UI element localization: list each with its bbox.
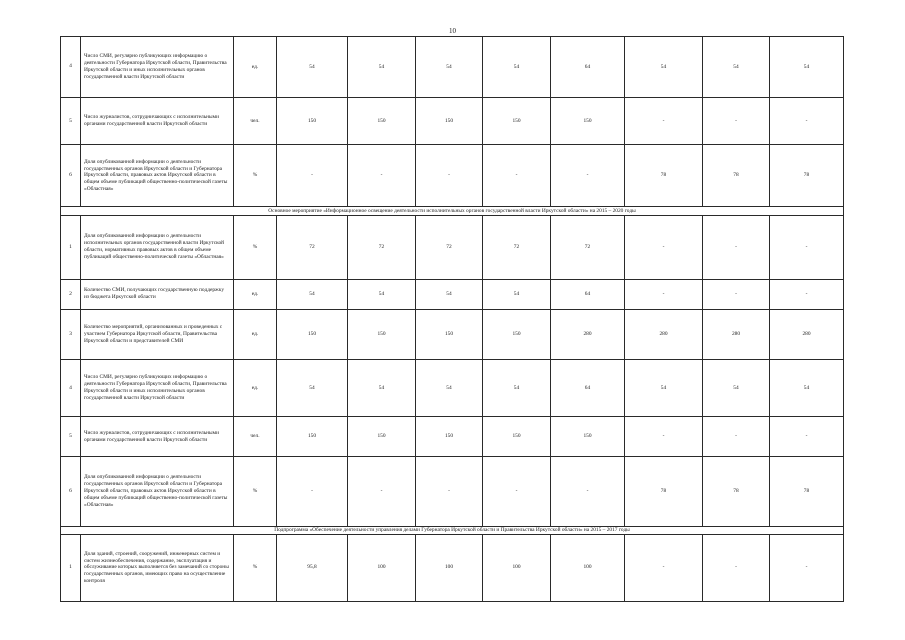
indicator-name: Количество мероприятий, организованных и проведенных с участием Губернатора Иркутской области, Правительства Иркутской области и представителей СМИ [81, 309, 234, 360]
value-cell: 100 [416, 534, 483, 601]
row-number: 4 [61, 37, 81, 98]
value-cell: 150 [277, 417, 348, 457]
value-cell: 54 [348, 360, 416, 417]
unit-cell: % [234, 534, 277, 601]
table-row [61, 309, 844, 360]
indicator-name: Доля опубликованной информации о деятельности государственных органов Иркутской области и Губернатора Иркутской области, правовых актов Иркутской области в общем объеме публикаций общественно-политической газеты «Областная» [81, 145, 234, 207]
value-cell: - [277, 145, 348, 207]
value-cell: 54 [770, 37, 844, 98]
unit-cell: ед. [234, 279, 277, 309]
row-number: 2 [61, 279, 81, 309]
value-cell: - [770, 534, 844, 601]
value-cell: - [703, 279, 770, 309]
value-cell: 150 [551, 417, 625, 457]
value-cell: 54 [277, 360, 348, 417]
row-number: 6 [61, 145, 81, 207]
value-cell: - [277, 457, 348, 526]
indicator-name: Число СМИ, регулярно публикующих информацию о деятельности Губернатора Иркутской области, Правительства Иркутской области и иных исполнительных органов государственной власти Иркутской области [81, 37, 234, 98]
indicator-name: Доля опубликованной информации о деятельности государственных органов Иркутской области и Губернатора Иркутской области, правовых актов Иркутской области в общем объеме публикаций общественно-политической газеты «Областная» [81, 457, 234, 526]
value-cell: 100 [483, 534, 551, 601]
unit-cell: чел. [234, 417, 277, 457]
value-cell: - [625, 279, 703, 309]
value-cell: 72 [416, 215, 483, 279]
value-cell: - [625, 417, 703, 457]
section-title: Основное мероприятие «Информационное освещение деятельности исполнительных органов государственной власти Иркутской области» на 2015 – 2020 годы [61, 207, 844, 215]
row-number: 4 [61, 360, 81, 417]
value-cell: - [770, 97, 844, 145]
value-cell: 100 [348, 534, 416, 601]
value-cell: 54 [416, 279, 483, 309]
value-cell: 54 [277, 37, 348, 98]
value-cell: 78 [703, 457, 770, 526]
unit-cell: ед. [234, 360, 277, 417]
value-cell: 280 [703, 309, 770, 360]
table-row [61, 145, 844, 207]
value-cell: 150 [416, 309, 483, 360]
unit-cell: % [234, 145, 277, 207]
value-cell: - [625, 534, 703, 601]
page-number: 10 [449, 27, 456, 35]
value-cell: - [770, 215, 844, 279]
indicators-table [60, 36, 844, 602]
value-cell: - [625, 215, 703, 279]
value-cell: 78 [770, 145, 844, 207]
indicator-name: Число журналистов, сотрудничающих с исполнительными органами государственной власти Иркутской области [81, 97, 234, 145]
unit-cell: чел. [234, 97, 277, 145]
value-cell: - [625, 97, 703, 145]
value-cell: 150 [348, 97, 416, 145]
indicator-name: Число СМИ, регулярно публикующих информацию о деятельности Губернатора Иркутской области, Правительства Иркутской области и иных исполнительных органов государственной власти Иркутской области [81, 360, 234, 417]
value-cell: 280 [770, 309, 844, 360]
value-cell: - [416, 457, 483, 526]
value-cell: - [551, 145, 625, 207]
row-number: 5 [61, 97, 81, 145]
row-number: 3 [61, 309, 81, 360]
value-cell: - [703, 534, 770, 601]
value-cell: 78 [625, 145, 703, 207]
value-cell: 95,8 [277, 534, 348, 601]
value-cell: 54 [703, 37, 770, 98]
value-cell: 150 [483, 97, 551, 145]
value-cell: - [483, 145, 551, 207]
indicator-name: Доля зданий, строений, сооружений, инженерных систем и систем жизнеобеспечения, содержание, эксплуатация и обслуживание которых выполняется без замечаний со стороны государственных органов, имеющих право на осуществление контроля [81, 534, 234, 601]
value-cell: - [703, 215, 770, 279]
value-cell: 78 [703, 145, 770, 207]
value-cell: 72 [348, 215, 416, 279]
value-cell: 54 [277, 279, 348, 309]
value-cell: 54 [483, 360, 551, 417]
value-cell: 150 [277, 97, 348, 145]
section-row [61, 526, 844, 534]
value-cell: 54 [483, 37, 551, 98]
row-number: 1 [61, 215, 81, 279]
value-cell: - [348, 457, 416, 526]
table-row [61, 37, 844, 98]
indicator-name: Количество СМИ, получающих государственную поддержку из бюджета Иркутской области [81, 279, 234, 309]
value-cell: - [703, 97, 770, 145]
row-number: 1 [61, 534, 81, 601]
value-cell: 150 [277, 309, 348, 360]
value-cell: 72 [483, 215, 551, 279]
value-cell: - [483, 457, 551, 526]
unit-cell: % [234, 457, 277, 526]
table-row [61, 279, 844, 309]
unit-cell: ед. [234, 37, 277, 98]
table-row [61, 97, 844, 145]
indicator-name: Доля опубликованной информации о деятельности исполнительных органов государственной власти Иркутской области, нормативных правовых актов в общем объеме публикаций общественно-политической газеты «Областная» [81, 215, 234, 279]
section-title: Подпрограмма «Обеспечение деятельности управления делами Губернатора Иркутской области и Правительства Иркутской области» на 2015 – 2017 годы [61, 526, 844, 534]
value-cell: 100 [551, 534, 625, 601]
value-cell: 54 [348, 37, 416, 98]
value-cell: - [770, 279, 844, 309]
value-cell: 64 [551, 360, 625, 417]
value-cell: - [551, 457, 625, 526]
unit-cell: % [234, 215, 277, 279]
value-cell: 54 [483, 279, 551, 309]
value-cell: 280 [551, 309, 625, 360]
value-cell: - [348, 145, 416, 207]
row-number: 5 [61, 417, 81, 457]
value-cell: 150 [348, 417, 416, 457]
row-number: 6 [61, 457, 81, 526]
value-cell: - [416, 145, 483, 207]
value-cell: 150 [483, 417, 551, 457]
value-cell: 54 [770, 360, 844, 417]
value-cell: 64 [551, 279, 625, 309]
value-cell: 78 [625, 457, 703, 526]
value-cell: 54 [348, 279, 416, 309]
value-cell: 72 [277, 215, 348, 279]
value-cell: 280 [625, 309, 703, 360]
table-row [61, 360, 844, 417]
value-cell: 54 [625, 360, 703, 417]
unit-cell: ед. [234, 309, 277, 360]
value-cell: - [770, 417, 844, 457]
value-cell: 150 [483, 309, 551, 360]
table-row [61, 417, 844, 457]
value-cell: 54 [416, 360, 483, 417]
value-cell: 54 [703, 360, 770, 417]
table-row [61, 215, 844, 279]
value-cell: 54 [625, 37, 703, 98]
value-cell: 78 [770, 457, 844, 526]
section-row [61, 207, 844, 215]
value-cell: 150 [416, 97, 483, 145]
value-cell: 72 [551, 215, 625, 279]
value-cell: 54 [416, 37, 483, 98]
table-row [61, 534, 844, 601]
table-row [61, 457, 844, 526]
value-cell: - [703, 417, 770, 457]
value-cell: 64 [551, 37, 625, 98]
indicator-name: Число журналистов, сотрудничающих с исполнительными органами государственной власти Иркутской области [81, 417, 234, 457]
value-cell: 150 [416, 417, 483, 457]
value-cell: 150 [551, 97, 625, 145]
value-cell: 150 [348, 309, 416, 360]
